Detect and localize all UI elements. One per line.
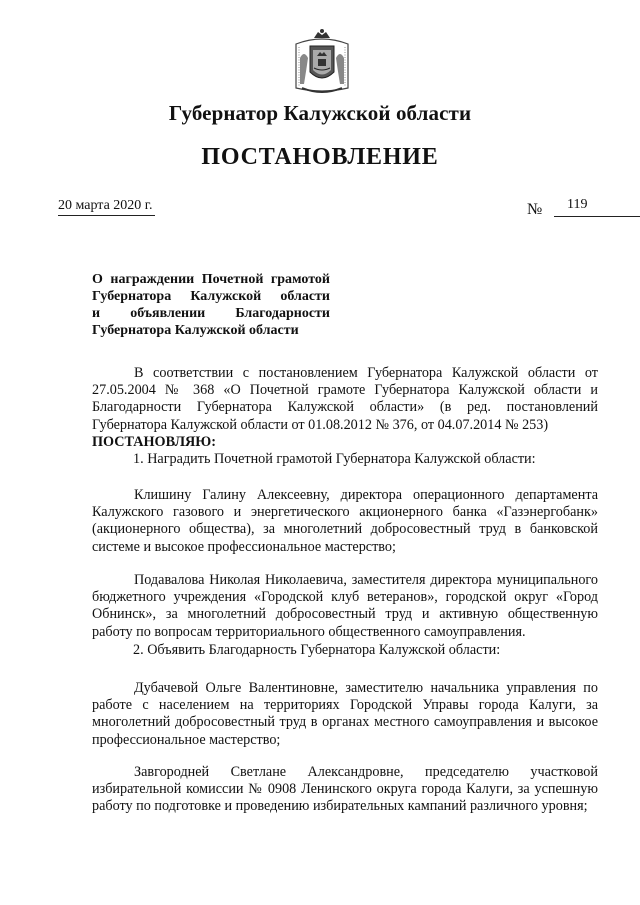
subject-word: объявлении (130, 306, 206, 321)
resolve-heading: ПОСТАНОВЛЯЮ: (92, 433, 217, 450)
subject-line (92, 305, 330, 322)
subject-word: и (92, 306, 101, 321)
subject-word: Благодарности (235, 306, 330, 321)
subject-line (92, 322, 330, 339)
subject-word: Калужской (190, 289, 262, 304)
preamble-text: В соответствии с постановлением Губернатора Калужской области от 27.05.2004 № 368 «О Почетной грамоте Губернатора Калужской области и Благодарности Губернатора Калужской области» (в ред. постановлений Губернатора Калужской области от 01.08.2012 № 376, от 04.07.2014 № 253) (92, 365, 598, 433)
preamble-paragraph (92, 365, 598, 451)
gratitude-paragraph-zavgorodnyaya: Завгородней Светлане Александровне, председателю участковой избирательной комиссии № 0908 Ленинского округа города Калуги, за успешную работу по подготовке и проведению избирательных кампаний различного уровня; (92, 764, 598, 815)
subject-word: О (92, 272, 103, 287)
subject-line (92, 271, 330, 288)
number-underline (554, 216, 640, 217)
issuer-title: Губернатор Калужской области (168, 101, 472, 125)
subject-line (92, 288, 330, 305)
item-1-heading: 1. Наградить Почетной грамотой Губернатора Калужской области: (133, 451, 536, 467)
number-sign: № (527, 201, 543, 218)
document-date: 20 марта 2020 г. (58, 198, 155, 216)
document-type: ПОСТАНОВЛЕНИЕ (201, 144, 439, 170)
award-paragraph-klishina: Клишину Галину Алексеевну, директора операционного департамента Калужского газового и энергетического акционерного банка «Газэнергобанк» (акционерного общества), за многолетний добросовестный труд в банковской системе и высокое профессиональное мастерство; (92, 487, 598, 555)
award-paragraph-podavalov: Подавалова Николая Николаевича, заместителя директора муниципального бюджетного учреждения «Городской клуб ветеранов», городской округ «Город Обнинск», за многолетний добросовестный труд и активную общественную работу по вопросам территориального общественного самоуправления. (92, 572, 598, 640)
document-subject (92, 271, 330, 339)
gratitude-paragraph-dubacheva: Дубачевой Ольге Валентиновне, заместителю начальника управления по работе с населением на территориях Городской Управы города Калуги, за многолетний добросовестный труд в органах местного самоуправления и высокое профессиональное мастерство; (92, 680, 598, 748)
subject-word: грамотой (270, 272, 330, 287)
coat-of-arms-icon (290, 28, 354, 96)
subject-word: награждении (110, 272, 195, 287)
item-2-heading: 2. Объявить Благодарность Губернатора Калужской области: (133, 642, 501, 658)
subject-word: Почетной (201, 272, 264, 287)
subject-word: Губернатора (92, 289, 172, 304)
subject-word: Губернатора Калужской области (92, 323, 299, 338)
number-value: 119 (567, 197, 588, 212)
subject-word: области (280, 289, 330, 304)
